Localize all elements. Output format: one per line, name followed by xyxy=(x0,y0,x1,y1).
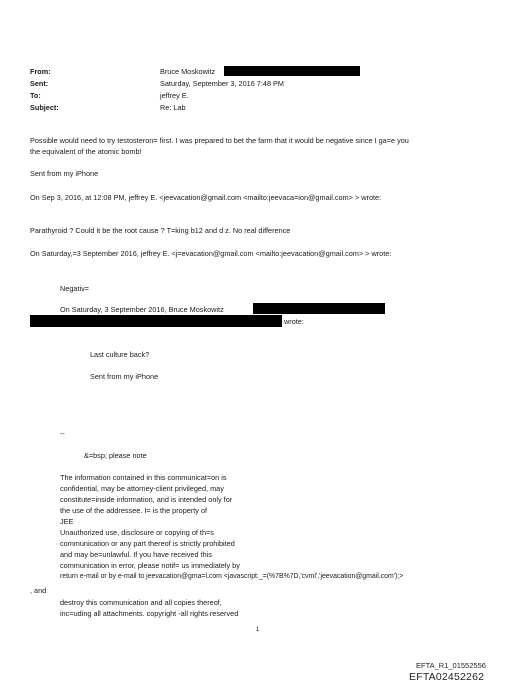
body-paragraph-line-2: the equivalent of the atomic bomb! xyxy=(30,147,142,156)
to-value: jeffrey E. xyxy=(160,91,189,100)
from-label: From: xyxy=(30,67,51,76)
redaction-box-quote-name xyxy=(253,303,385,314)
quote-header-2: On Saturday,=3 September 2016, jeffrey E. <j=evacation@gmail.com <mailto:jeevacation@gmail.com> > wrote: xyxy=(30,249,392,258)
disclaimer-line: Unauthorized use, disclosure or copying of th=s xyxy=(60,528,214,537)
sent-from-iphone-1: Sent from my iPhone xyxy=(30,169,99,178)
page-number: 1 xyxy=(256,627,260,633)
to-label: To: xyxy=(30,91,41,100)
and-text: , and xyxy=(30,586,47,595)
sent-label: Sent: xyxy=(30,79,49,88)
disclaimer-line: the use of the addressee. I= is the property of xyxy=(60,506,208,515)
negative-text: Negativ= xyxy=(60,284,90,293)
disclaimer-end-line: destroy this communication and all copies thereof, xyxy=(60,598,222,607)
subject-value: Re: Lab xyxy=(160,103,186,112)
disclaimer-line: and may be=unlawful. If you have received this xyxy=(60,550,212,559)
disclaimer-line: communication in error, please notif= us immediately by xyxy=(60,561,240,570)
sent-value: Saturday, September 3, 2016 7:48 PM xyxy=(160,79,284,88)
disclaimer-line: return e-mail or by e-mail to jeevacation@gma=l.com <javascript:_=(%7B%7D,'cvml','jeevacation@gmail.com');> xyxy=(60,573,404,580)
sent-from-iphone-2: Sent from my iPhone xyxy=(90,372,159,381)
quote-header-1: On Sep 3, 2016, at 12:08 PM, jeffrey E. <jeevacation@gmail.com <mailto:jeevaca=ion@gmail.com> > wrote: xyxy=(30,193,382,202)
disclaimer-line: confidential, may be attorney-client privileged, may xyxy=(60,484,224,493)
quote-wrote: wrote: xyxy=(284,317,304,326)
disclaimer-line: The information contained in this communicat=on is xyxy=(60,473,227,482)
quote-text-1: Parathyroid ? Could it be the root cause ? T=king b12 and d z. No real difference xyxy=(30,226,291,235)
redaction-box-from xyxy=(224,66,360,76)
body-paragraph-line-1: Possible would need to try testosteron= first. I was prepared to bet the farm that it would be negative since I ga=e you xyxy=(30,136,409,145)
quote-header-3: On Saturday, 3 September 2016, Bruce Moskowitz xyxy=(60,305,224,314)
subject-label: Subject: xyxy=(30,103,59,112)
disclaimer-end-line: inc=uding all attachments. copyright -all rights reserved xyxy=(60,609,239,618)
bates-number-large: EFTA02452262 xyxy=(409,671,485,683)
last-culture-text: Last culture back? xyxy=(90,350,150,359)
nbsp-please-note: &=bsp; please note xyxy=(84,451,147,460)
disclaimer-line: constitute=inside information, and is intended only for xyxy=(60,495,233,504)
redaction-box-quote-email xyxy=(30,315,282,327)
bates-number-small: EFTA_R1_01552556 xyxy=(416,661,486,670)
disclaimer-line: JEE xyxy=(60,517,74,526)
disclaimer-line: communication or any part thereof is strictly prohibited xyxy=(60,539,235,548)
signature-dashes: -- xyxy=(60,429,65,438)
from-value: Bruce Moskowitz xyxy=(160,67,216,76)
